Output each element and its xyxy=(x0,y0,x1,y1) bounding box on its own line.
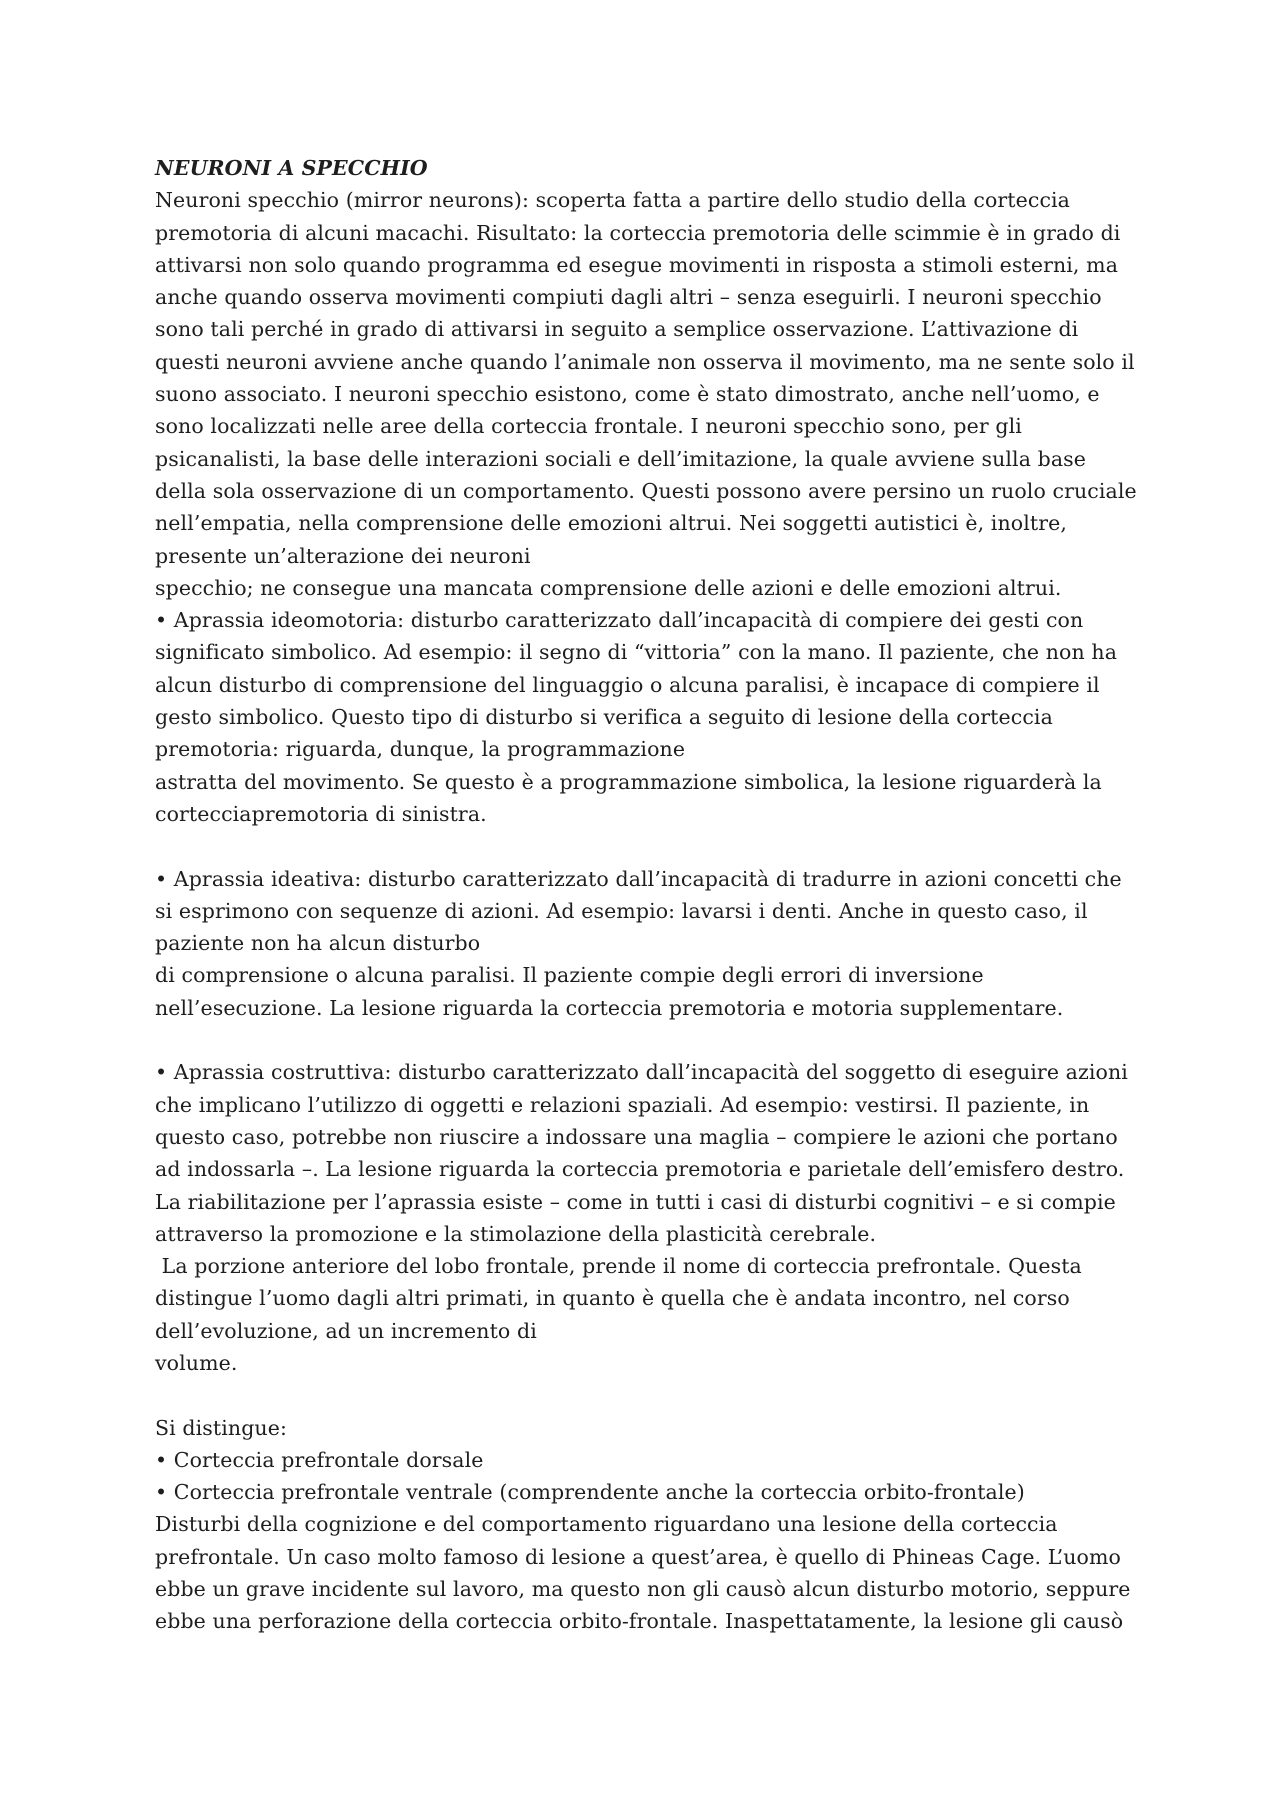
text-line: di comprensione o alcuna paralisi. Il paziente compie degli errori di inversione xyxy=(155,963,984,988)
text-line: sono localizzati nelle aree della corteccia frontale. I neuroni specchio sono, per gli xyxy=(155,414,1022,439)
text-line: • Aprassia costruttiva: disturbo caratterizzato dall’incapacità del soggetto di eseguire azioni xyxy=(155,1060,1128,1085)
text-line: significato simbolico. Ad esempio: il segno di “vittoria” con la mano. Il paziente, che non ha xyxy=(155,640,1118,665)
text-line: presente un’alterazione dei neuroni xyxy=(155,543,531,568)
document-page xyxy=(155,152,1135,1638)
document-body xyxy=(155,184,1135,1637)
text-line: ebbe un grave incidente sul lavoro, ma questo non gli causò alcun disturbo motorio, seppure xyxy=(155,1577,1131,1602)
text-line: premotoria di alcuni macachi. Risultato: la corteccia premotoria delle scimmie è in grado di xyxy=(155,220,1121,245)
text-line: dell’evoluzione, ad un incremento di xyxy=(155,1318,537,1343)
blank-line xyxy=(155,1379,1135,1411)
text-line: attivarsi non solo quando programma ed esegue movimenti in risposta a stimoli esterni, ma xyxy=(155,252,1119,277)
text-line: • Corteccia prefrontale ventrale (comprendente anche la corteccia orbito-frontale) xyxy=(155,1480,1025,1505)
text-line: cortecciapremotoria di sinistra. xyxy=(155,801,487,826)
text-line: distingue l’uomo dagli altri primati, in quanto è quella che è andata incontro, nel corso xyxy=(155,1286,1070,1311)
text-line: volume. xyxy=(155,1350,238,1375)
text-line: • Aprassia ideativa: disturbo caratterizzato dall’incapacità di tradurre in azioni concetti che xyxy=(155,866,1122,891)
text-line: psicanalisti, la base delle interazioni sociali e dell’imitazione, la quale avviene sulla base xyxy=(155,446,1087,471)
text-line: che implicano l’utilizzo di oggetti e relazioni spaziali. Ad esempio: vestirsi. Il paziente, in xyxy=(155,1092,1090,1117)
text-line: La riabilitazione per l’aprassia esiste – come in tutti i casi di disturbi cognitivi – e si compie xyxy=(155,1189,1116,1214)
blank-line xyxy=(155,1024,1135,1056)
blank-line xyxy=(155,830,1135,862)
text-line: suono associato. I neuroni specchio esistono, come è stato dimostrato, anche nell’uomo, e xyxy=(155,382,1100,407)
text-line: prefrontale. Un caso molto famoso di lesione a quest’area, è quello di Phineas Cage. L’uomo xyxy=(155,1544,1121,1569)
text-line: Si distingue: xyxy=(155,1415,287,1440)
text-line: ebbe una perforazione della corteccia orbito-frontale. Inaspettatamente, la lesione gli causò xyxy=(155,1609,1124,1634)
text-line: ad indossarla –. La lesione riguarda la corteccia premotoria e parietale dell’emisfero destro. xyxy=(155,1157,1125,1182)
text-line: La porzione anteriore del lobo frontale, prende il nome di corteccia prefrontale. Questa xyxy=(155,1254,1082,1279)
text-line: Neuroni specchio (mirror neurons): scoperta fatta a partire dello studio della corteccia xyxy=(155,188,1071,213)
text-line: Disturbi della cognizione e del comportamento riguardano una lesione della corteccia xyxy=(155,1512,1058,1537)
text-line: questi neuroni avviene anche quando l’animale non osserva il movimento, ma ne sente solo il xyxy=(155,349,1135,374)
text-line: sono tali perché in grado di attivarsi in seguito a semplice osservazione. L’attivazione di xyxy=(155,317,1079,342)
text-line: della sola osservazione di un comportamento. Questi possono avere persino un ruolo cruciale xyxy=(155,478,1137,503)
text-line: • Corteccia prefrontale dorsale xyxy=(155,1447,484,1472)
text-line: astratta del movimento. Se questo è a programmazione simbolica, la lesione riguarderà la xyxy=(155,769,1102,794)
text-line: alcun disturbo di comprensione del linguaggio o alcuna paralisi, è incapace di compiere il xyxy=(155,672,1100,697)
text-line: paziente non ha alcun disturbo xyxy=(155,931,481,956)
text-line: questo caso, potrebbe non riuscire a indossare una maglia – compiere le azioni che portano xyxy=(155,1124,1118,1149)
text-line: nell’esecuzione. La lesione riguarda la corteccia premotoria e motoria supplementare. xyxy=(155,995,1064,1020)
text-line: anche quando osserva movimenti compiuti dagli altri – senza eseguirli. I neuroni specchio xyxy=(155,285,1102,310)
text-line: • Aprassia ideomotoria: disturbo caratterizzato dall’incapacità di compiere dei gesti con xyxy=(155,608,1084,633)
text-line: nell’empatia, nella comprensione delle emozioni altrui. Nei soggetti autistici è, inoltre, xyxy=(155,511,1067,536)
text-line: gesto simbolico. Questo tipo di disturbo si verifica a seguito di lesione della corteccia xyxy=(155,705,1053,730)
text-line: attraverso la promozione e la stimolazione della plasticità cerebrale. xyxy=(155,1221,877,1246)
text-line: si esprimono con sequenze di azioni. Ad esempio: lavarsi i denti. Anche in questo caso, il xyxy=(155,898,1088,923)
text-line: premotoria: riguarda, dunque, la programmazione xyxy=(155,737,686,762)
text-line: specchio; ne consegue una mancata comprensione delle azioni e delle emozioni altrui. xyxy=(155,575,1062,600)
document-title: NEURONI A SPECCHIO xyxy=(155,156,428,180)
